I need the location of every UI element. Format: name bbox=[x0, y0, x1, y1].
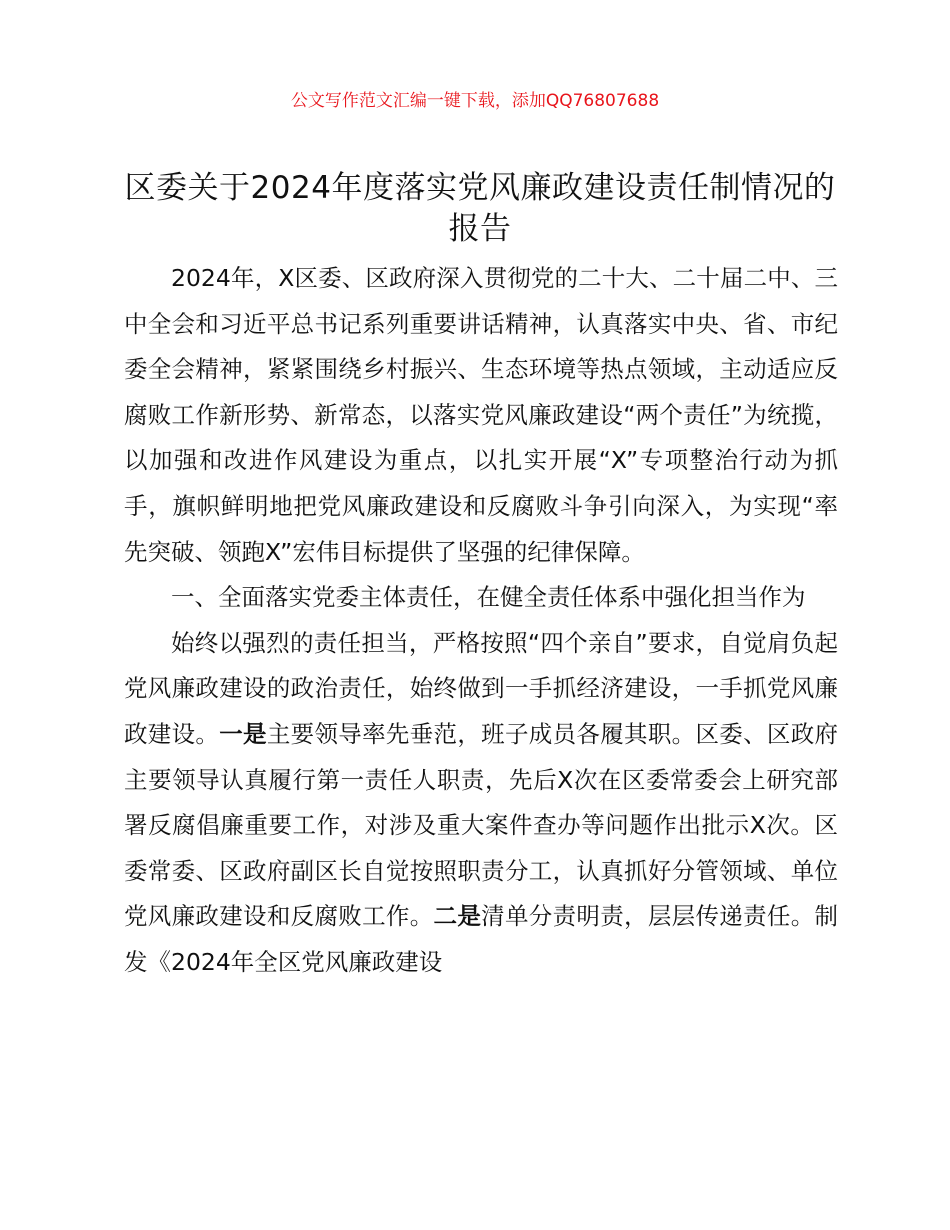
point-label-1: 一是 bbox=[219, 719, 267, 748]
intro-paragraph: 2024年，X区委、区政府深入贯彻党的二十大、二十届二中、三中全会和习近平总书记系列重要讲话精神，认真落实中央、省、市纪委全会精神，紧紧围绕乡村振兴、生态环境等热点领域，主动适应反腐败工作新形势、新常态，以落实党风廉政建设“两个责任”为统揽，以加强和改进作风建设为重点，以扎实开展“X”专项整治行动为抓手，旗帜鲜明地把党风廉政建设和反腐败斗争引向深入，为实现“率先突破、领跑X”宏伟目标提供了坚强的纪律保障。 bbox=[124, 264, 838, 566]
report-body bbox=[124, 256, 838, 986]
download-banner: 公文写作范文汇编一键下载，添加QQ76807688 bbox=[290, 91, 660, 111]
section-heading-1: 一、全面落实党委主体责任，在健全责任体系中强化担当作为 bbox=[171, 583, 806, 612]
section-1-text-a: 始终以强烈的责任担当，严格按照“四个亲自”要求，自觉肩负起党风廉政建设的政治责任，始终做到一手抓经济建设，一手抓党风廉政建设。 bbox=[124, 628, 838, 748]
report-title: 区委关于2024年度落实党风廉政建设责任制情况的报告 bbox=[124, 170, 836, 247]
section-1-text-c: 清单分责明责，层层传递责任。制发《2024年全区党风廉政建设 bbox=[124, 902, 839, 976]
section-1-text-b: 主要领导率先垂范，班子成员各履其职。区委、区政府主要领导认真履行第一责任人职责，先后X次在区委常委会上研究部署反腐倡廉重要工作，对涉及重大案件查办等问题作出批示X次。区委常委、区政府副区长自觉按照职责分工，认真抓好分管领域、单位党风廉政建设和反腐败工作。 bbox=[124, 719, 839, 931]
point-label-2: 二是 bbox=[433, 902, 482, 931]
section-1-paragraph bbox=[124, 621, 838, 986]
